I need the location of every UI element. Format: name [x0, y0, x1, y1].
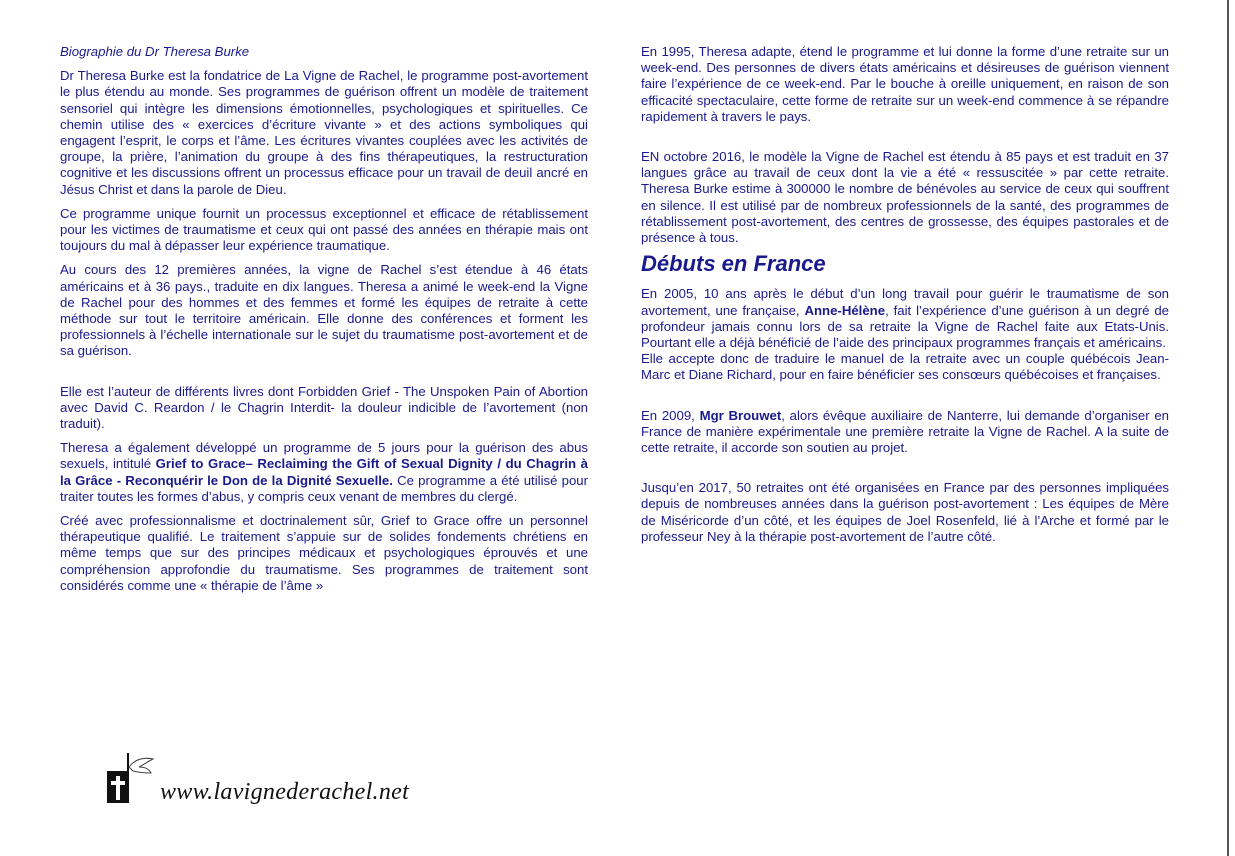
text-run: , alors évêque auxiliaire de Nanterre, lui demande d’organiser en France de manière expérimentale une première retraite la Vigne de Rachel. A la suite de cette retraite, il accorde son soutien au projet.: [641, 407, 1170, 456]
section-title: Débuts en France: [641, 251, 826, 277]
program-title: Grief to Grace– Reclaiming the Gift of Sexual Dignity / du Chagrin à la Grâce - Reconquérir le Don de la Dignité Sexuelle.: [60, 456, 589, 488]
website-url[interactable]: www.lavignederachel.net: [160, 779, 410, 805]
text-run: Ce programme a été utilisé pour traiter toutes les formes d’abus, y compris ceux venant de membres du clergé.: [60, 472, 588, 504]
paragraph: Jusqu’en 2017, 50 retraites ont été organisées en France par des personnes impliquées depuis de nombreuses années dans la guérison post-avortement : Les équipes de Mère de Miséricorde d’un côté, et les équipes de Joel Rosenfeld, lié à l’Arche et formé par le professeur Ney à la thérapie post-avortement de l’autre côté.: [641, 480, 1169, 544]
right-column: [641, 44, 1169, 553]
paragraph: Elle est l’auteur de différents livres dont Forbidden Grief - The Unspoken Pain of Abortion avec David C. Reardon / le Chagrin Interdit- la douleur indicible de l’avortement (non traduit).: [60, 383, 588, 432]
text-run: En 2009,: [641, 407, 700, 423]
paragraph: EN octobre 2016, le modèle la Vigne de Rachel est étendu à 85 pays et est traduit en 37 langues grâce au travail de ceux dont la vie a été « ressuscitée » par cette retraite. Theresa Burke estime à 300000 le nombre de bénévoles au service de ceux qui souffrent en silence. Il est utilisé par de nombreux professionnels de la santé, des programmes de rétablissement post-avortement, des centres de grossesse, des équipes pastorales et de présence à tous.: [641, 149, 1169, 246]
paragraph: [641, 408, 1169, 457]
paragraph: Elle accepte donc de traduire le manuel de la retraite avec un couple québécois Jean-Marc et Diane Richard, pour en faire bénéficier ses consœurs québécoises et françaises.: [641, 351, 1169, 383]
person-name: Mgr Brouwet: [699, 407, 782, 423]
paragraph: Créé avec professionnalisme et doctrinalement sûr, Grief to Grace offre un personnel thérapeutique qualifié. Le traitement s’appuie sur de solides fondements chrétiens en même temps que sur des principes médicaux et psychologiques éprouvés et une compréhension approfondie du traumatisme. Ses programmes de traitement sont considérés comme une « thérapie de l’âme »: [60, 513, 588, 593]
cross-dove-icon: [107, 753, 155, 805]
paragraph: [641, 286, 1169, 351]
biography-heading: Biographie du Dr Theresa Burke: [60, 44, 250, 59]
paragraph: Au cours des 12 premières années, la vigne de Rachel s’est étendue à 46 états américains et à 36 pays., traduite en dix langues. Theresa a animé le week-end la Vigne de Rachel pour des hommes et des femmes et formé les équipes de retraite à cette méthode sur tout le territoire américain. Elle donne des conférences et forment les professionnels à l’échelle internationale sur le sujet du traumatisme post-avortement et de sa guérison.: [60, 262, 588, 359]
text-run: Theresa a également développé un programme de 5 jours pour la guérison des abus sexuels, intitulé: [60, 440, 588, 472]
paragraph: [60, 440, 588, 505]
text-run: En 2005, 10 ans après le début d’un long travail pour guérir le traumatisme de son avortement, une française,: [641, 286, 1169, 318]
paragraph: Ce programme unique fournit un processus exceptionnel et efficace de rétablissement pour les victimes de traumatisme et ceux qui ont passé des années en thérapie mais ont toujours du mal à dépasser leur expérience traumatique.: [60, 205, 588, 254]
page-edge-divider: [1227, 0, 1229, 856]
person-name: Anne-Hélène: [804, 302, 886, 318]
paragraph: En 1995, Theresa adapte, étend le programme et lui donne la forme d’une retraite sur un week-end. Des personnes de divers états américains et désireuses de guérison viennent faire l’expérience de ce week-end. Par le bouche à oreille uniquement, en raison de son efficacité spectaculaire, cette forme de retraite sur un week-end commence à se répandre rapidement à travers le pays.: [641, 44, 1169, 124]
paragraph: Dr Theresa Burke est la fondatrice de La Vigne de Rachel, le programme post-avortement le plus étendu au monde. Ses programmes de guérison offrent un modèle de traitement sensoriel qui intègre les dimensions émotionnelles, psychologiques et spirituelles. Ce chemin utilise des « exercices d’écriture vivante » et des actions symboliques qui engagent l’esprit, le corps et l’âme. Les écritures vivantes couplées avec les activités de groupe, la prière, l’animation du groupe à des fins thérapeutiques, la restructuration cognitive et les discussions offrent un processus efficace pour un travail de deuil ancré en Jésus Christ et dans la parole de Dieu.: [60, 68, 588, 197]
text-run: , fait l’expérience d’une guérison à un degré de profondeur jamais connu lors de sa retraite la Vigne de Rachel faite aux Etats-Unis. Pourtant elle a déjà bénéficié de l’aide des principaux programmes français et américains.: [641, 302, 1169, 351]
left-column: [60, 44, 588, 602]
